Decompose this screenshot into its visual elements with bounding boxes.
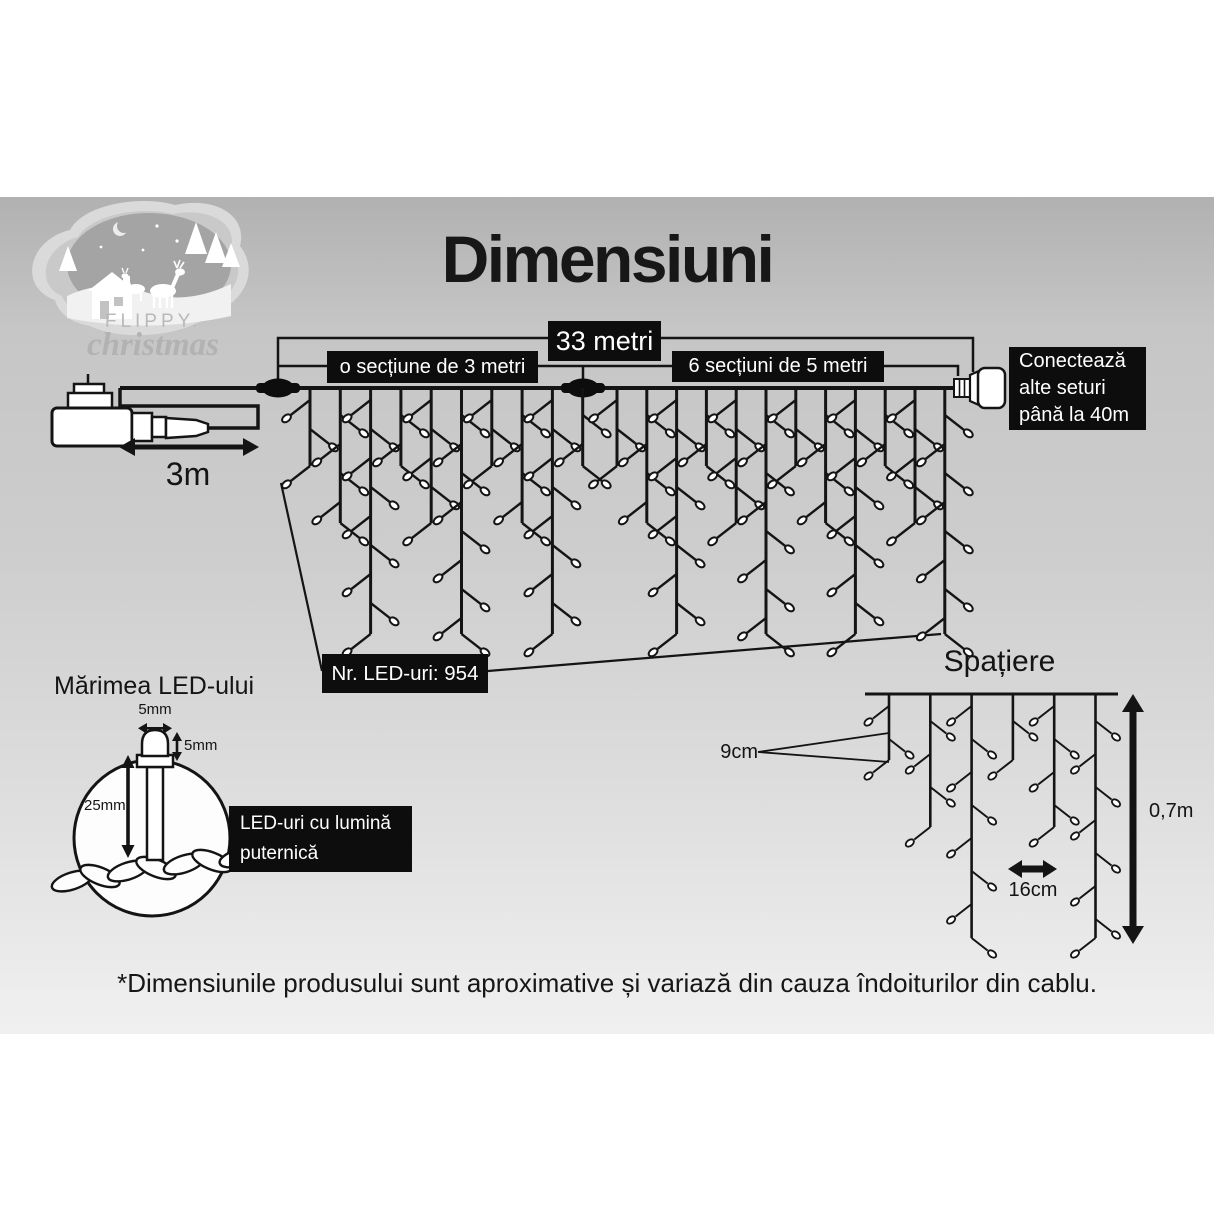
led-note-line-2: puternică xyxy=(240,843,319,864)
led-body xyxy=(147,767,163,860)
spacing-heading: Spațiere xyxy=(943,645,1056,678)
ledcount-pointer-right xyxy=(488,634,941,671)
connect-line-1: Conectează xyxy=(1019,350,1126,372)
connect-sets-label xyxy=(1009,347,1146,430)
connector-plug-right xyxy=(954,368,1005,408)
logo-window xyxy=(114,297,123,306)
ledgap-pointer-bottom xyxy=(758,752,889,762)
total-length-label: 33 metri xyxy=(548,321,661,361)
led-count-label: Nr. LED-uri: 954 xyxy=(322,654,488,693)
section1-label: o secțiune de 3 metri xyxy=(327,351,538,383)
led-width-label: 5mm xyxy=(138,701,172,718)
power-plug xyxy=(52,374,208,446)
led-dome xyxy=(142,730,168,756)
connect-line-3: până la 40m xyxy=(1019,404,1130,426)
spacing-curtain xyxy=(863,694,1121,959)
drop-gap-arrow xyxy=(1008,860,1057,878)
main-curtain xyxy=(281,388,975,658)
section2-label: 6 secțiuni de 5 metri xyxy=(672,351,884,382)
connect-line-2: alte seturi xyxy=(1019,377,1106,399)
led-size-heading: Mărimea LED-ului xyxy=(54,672,255,700)
footnote: *Dimensiunile produsului sunt aproximative și variază din cauza îndoiturilor din cablu. xyxy=(117,968,1097,998)
led-note-line-1: LED-uri cu lumină xyxy=(240,813,391,834)
ledcount-pointer-left xyxy=(281,483,322,671)
page-title: Dimensiuni xyxy=(441,222,773,296)
drop-height-label: 0,7m xyxy=(1149,800,1194,822)
drop-height-arrow xyxy=(1122,694,1144,944)
led-body-label: 25mm xyxy=(84,797,126,814)
led-note-label xyxy=(229,806,412,872)
led-gap-label: 9cm xyxy=(720,741,758,763)
logo-brand-text: FLIPPY. xyxy=(104,311,202,332)
cable-connector-left xyxy=(256,379,300,398)
led-height-label: 5mm xyxy=(184,737,218,754)
lead-length-label: 3m xyxy=(165,456,211,492)
logo-sub-text: christmas xyxy=(86,327,220,363)
drop-gap-label: 16cm xyxy=(1008,879,1058,901)
ledgap-pointer-top xyxy=(758,733,889,752)
